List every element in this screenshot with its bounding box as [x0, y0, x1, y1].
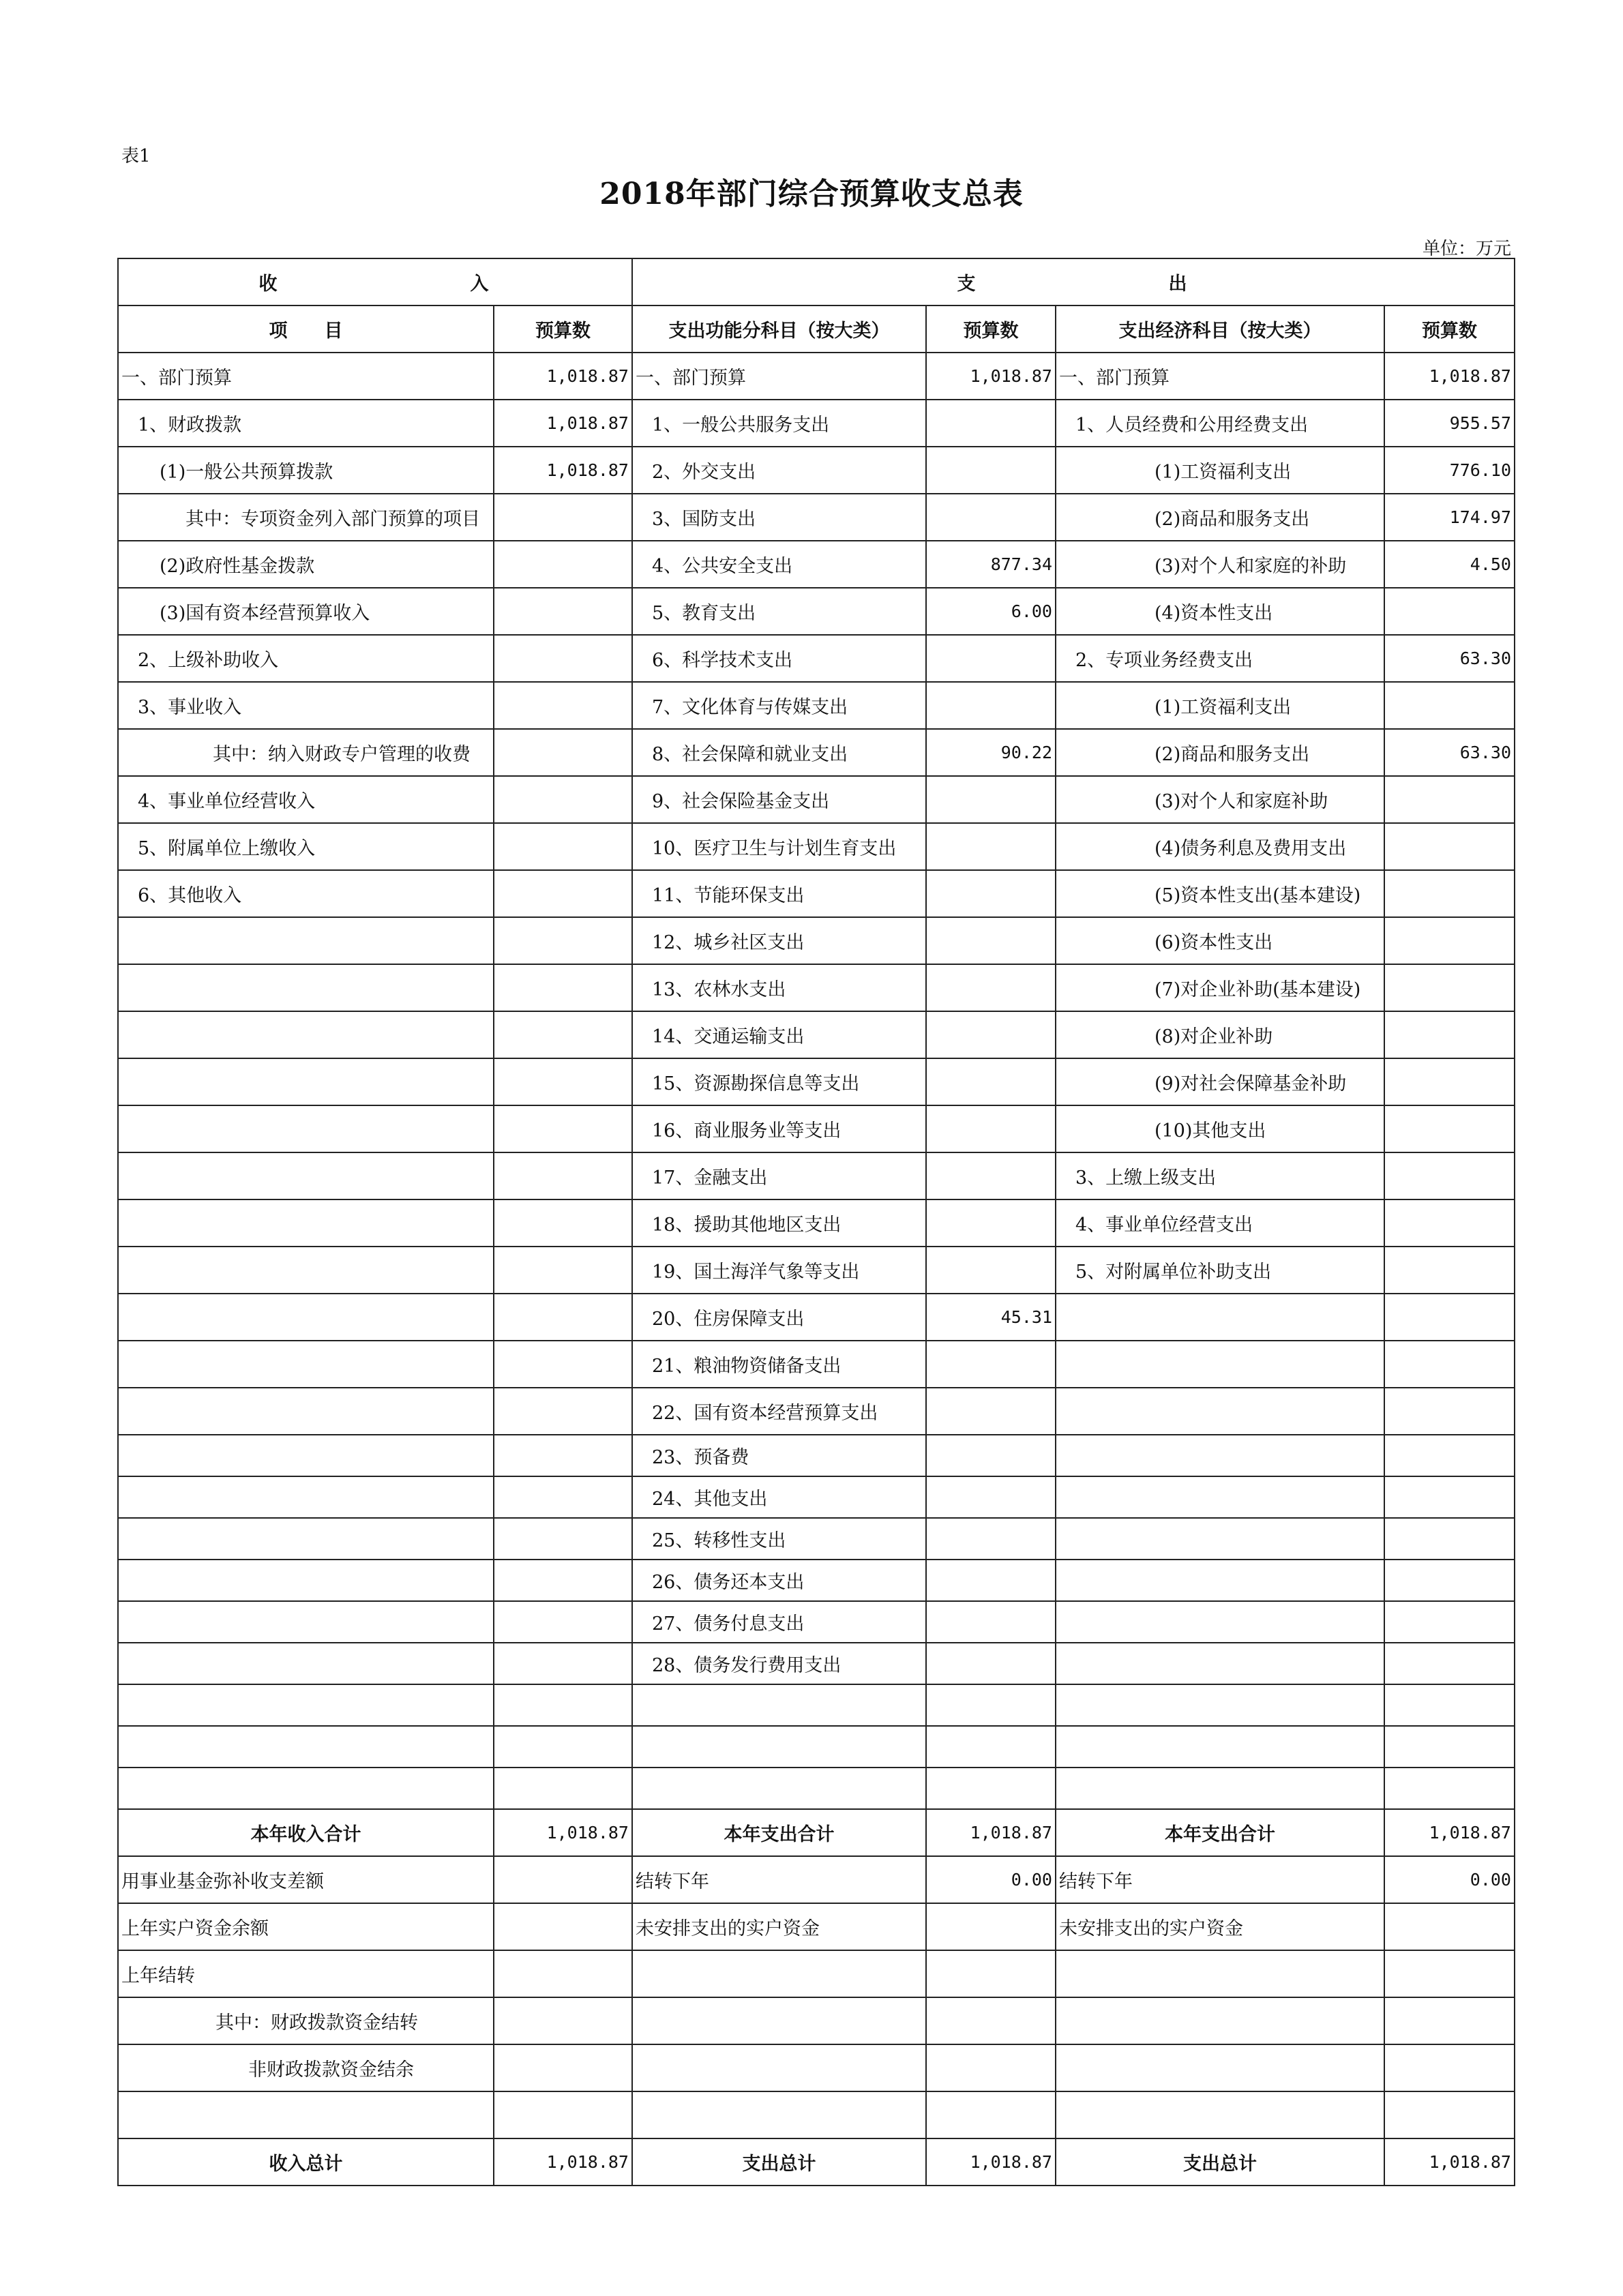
expense-section-header: 支 出: [632, 258, 1515, 305]
income-item: 5、附属单位上缴收入: [118, 823, 494, 870]
econ-value: [1384, 588, 1515, 635]
col-header-func: 支出功能分科目（按大类）: [632, 305, 926, 353]
col-header-budget-income: 预算数: [494, 305, 632, 353]
econ-item: [1056, 1294, 1384, 1341]
econ-value: [1384, 1768, 1515, 1809]
func-item: 21、粮油物资储备支出: [632, 1341, 926, 1388]
column-header-row: [118, 305, 1515, 353]
econ-item: 3、上缴上级支出: [1056, 1152, 1384, 1199]
income-value: [494, 1152, 632, 1199]
income-value: [494, 1011, 632, 1058]
func-item: [632, 1997, 926, 2044]
table-row: [118, 494, 1515, 541]
income-value: [494, 1341, 632, 1388]
econ-value: [1384, 2044, 1515, 2091]
econ-value: 0.00: [1384, 1856, 1515, 1903]
income-item: (3)国有资本经营预算收入: [118, 588, 494, 635]
income-value: [494, 1643, 632, 1684]
income-item: [118, 1105, 494, 1152]
func-item: 28、债务发行费用支出: [632, 1643, 926, 1684]
func-item: 8、社会保障和就业支出: [632, 729, 926, 776]
func-item: 23、预备费: [632, 1435, 926, 1476]
func-value: [926, 870, 1056, 917]
table-row: [118, 1341, 1515, 1388]
func-value: [926, 917, 1056, 964]
income-item: 其中：专项资金列入部门预算的项目: [118, 494, 494, 541]
income-value: [494, 917, 632, 964]
econ-value: [1384, 870, 1515, 917]
econ-value: 63.30: [1384, 635, 1515, 682]
econ-value: [1384, 1726, 1515, 1768]
econ-value: [1384, 1643, 1515, 1684]
func-value: [926, 1950, 1056, 1997]
econ-item: 一、部门预算: [1056, 353, 1384, 400]
func-item: 11、节能环保支出: [632, 870, 926, 917]
econ-item: 未安排支出的实户资金: [1056, 1903, 1384, 1950]
table-row: [118, 1560, 1515, 1601]
func-item: [632, 2091, 926, 2138]
func-value: [926, 1560, 1056, 1601]
econ-item: [1056, 1341, 1384, 1388]
table-row: [118, 588, 1515, 635]
func-value: 6.00: [926, 588, 1056, 635]
income-section-header: 收 入: [118, 258, 632, 305]
func-value: 877.34: [926, 541, 1056, 588]
table-row: [118, 1199, 1515, 1247]
func-value: [926, 1199, 1056, 1247]
func-item: 15、资源勘探信息等支出: [632, 1058, 926, 1105]
econ-item: [1056, 1601, 1384, 1643]
func-value: [926, 400, 1056, 447]
econ-value: [1384, 1950, 1515, 1997]
table-row: [118, 1435, 1515, 1476]
income-value: [494, 1950, 632, 1997]
page-title: 2018年部门综合预算收支总表: [599, 177, 1024, 211]
econ-item: (3)对个人和家庭的补助: [1056, 541, 1384, 588]
table-row: [118, 1950, 1515, 1997]
func-value: [926, 1903, 1056, 1950]
income-item: [118, 1560, 494, 1601]
col-header-econ: 支出经济科目（按大类）: [1056, 305, 1384, 353]
income-value: [494, 1294, 632, 1341]
func-item: 4、公共安全支出: [632, 541, 926, 588]
table-row: [118, 917, 1515, 964]
func-value: 1,018.87: [926, 353, 1056, 400]
econ-value: [1384, 1105, 1515, 1152]
func-value: [926, 447, 1056, 494]
income-value: [494, 1058, 632, 1105]
table-row: [118, 823, 1515, 870]
income-item: [118, 1643, 494, 1684]
func-value: [926, 1726, 1056, 1768]
income-item: 一、部门预算: [118, 353, 494, 400]
income-item: 其中：纳入财政专户管理的收费: [118, 729, 494, 776]
econ-item: (3)对个人和家庭补助: [1056, 776, 1384, 823]
income-value: [494, 1560, 632, 1601]
func-value: [926, 1247, 1056, 1294]
econ-item: [1056, 2091, 1384, 2138]
func-item: 5、教育支出: [632, 588, 926, 635]
income-value: [494, 870, 632, 917]
econ-total-value: 1,018.87: [1384, 1809, 1515, 1856]
income-value: [494, 1856, 632, 1903]
func-total-value: 1,018.87: [926, 2138, 1056, 2186]
table-row: [118, 682, 1515, 729]
econ-item: (1)工资福利支出: [1056, 682, 1384, 729]
income-value: [494, 1518, 632, 1560]
func-value: [926, 1997, 1056, 2044]
func-item: 24、其他支出: [632, 1476, 926, 1518]
func-item: 18、援助其他地区支出: [632, 1199, 926, 1247]
econ-value: [1384, 823, 1515, 870]
econ-item: [1056, 1518, 1384, 1560]
income-value: [494, 1388, 632, 1435]
func-item: 3、国防支出: [632, 494, 926, 541]
func-item: 16、商业服务业等支出: [632, 1105, 926, 1152]
table-row: [118, 1903, 1515, 1950]
econ-total-label: 本年支出合计: [1056, 1809, 1384, 1856]
func-value: [926, 1011, 1056, 1058]
income-value: 1,018.87: [494, 400, 632, 447]
col-header-budget-econ: 预算数: [1384, 305, 1515, 353]
income-item: [118, 1152, 494, 1199]
col-header-item: 项 目: [118, 305, 494, 353]
func-value: [926, 1601, 1056, 1643]
econ-value: [1384, 964, 1515, 1011]
func-value: [926, 1388, 1056, 1435]
func-item: [632, 2044, 926, 2091]
econ-value: [1384, 1199, 1515, 1247]
func-item: 27、债务付息支出: [632, 1601, 926, 1643]
func-value: 90.22: [926, 729, 1056, 776]
income-value: [494, 1768, 632, 1809]
econ-value: [1384, 1997, 1515, 2044]
econ-item: [1056, 1560, 1384, 1601]
func-item: 7、文化体育与传媒支出: [632, 682, 926, 729]
income-item: 上年结转: [118, 1950, 494, 1997]
income-value: [494, 1105, 632, 1152]
func-total-value: 1,018.87: [926, 1809, 1056, 1856]
func-item: 25、转移性支出: [632, 1518, 926, 1560]
func-item: 10、医疗卫生与计划生育支出: [632, 823, 926, 870]
income-item: [118, 1435, 494, 1476]
func-value: [926, 823, 1056, 870]
income-value: [494, 588, 632, 635]
func-value: [926, 1643, 1056, 1684]
econ-value: [1384, 682, 1515, 729]
income-item: 3、事业收入: [118, 682, 494, 729]
income-item: 1、财政拨款: [118, 400, 494, 447]
func-item: 结转下年: [632, 1856, 926, 1903]
income-value: [494, 635, 632, 682]
table-row: [118, 776, 1515, 823]
func-item: 20、住房保障支出: [632, 1294, 926, 1341]
func-item: 1、一般公共服务支出: [632, 400, 926, 447]
econ-item: (5)资本性支出(基本建设): [1056, 870, 1384, 917]
table-row: [118, 2091, 1515, 2138]
func-item: 17、金融支出: [632, 1152, 926, 1199]
income-item: 6、其他收入: [118, 870, 494, 917]
econ-item: [1056, 1643, 1384, 1684]
table-label: 表1: [121, 146, 151, 166]
econ-item: [1056, 1476, 1384, 1518]
econ-value: [1384, 1684, 1515, 1726]
func-value: [926, 1768, 1056, 1809]
econ-total-value: 1,018.87: [1384, 2138, 1515, 2186]
income-item: [118, 1388, 494, 1435]
table-row: [118, 353, 1515, 400]
econ-value: [1384, 1058, 1515, 1105]
table-row: [118, 635, 1515, 682]
econ-value: [1384, 776, 1515, 823]
income-value: [494, 1476, 632, 1518]
income-item: 2、上级补助收入: [118, 635, 494, 682]
budget-table: [117, 258, 1515, 2186]
econ-value: [1384, 917, 1515, 964]
table-row: [118, 1856, 1515, 1903]
income-item: [118, 2091, 494, 2138]
func-item: [632, 1684, 926, 1726]
func-value: 45.31: [926, 1294, 1056, 1341]
income-item: [118, 1684, 494, 1726]
income-total-value: 1,018.87: [494, 1809, 632, 1856]
econ-item: 2、专项业务经费支出: [1056, 635, 1384, 682]
func-value: [926, 964, 1056, 1011]
table-row: [118, 541, 1515, 588]
income-value: [494, 1997, 632, 2044]
income-value: [494, 1903, 632, 1950]
income-item: [118, 1341, 494, 1388]
econ-item: 4、事业单位经营支出: [1056, 1199, 1384, 1247]
func-total-label: 支出总计: [632, 2138, 926, 2186]
econ-item: (2)商品和服务支出: [1056, 494, 1384, 541]
func-value: [926, 635, 1056, 682]
income-item: 4、事业单位经营收入: [118, 776, 494, 823]
func-value: [926, 2091, 1056, 2138]
econ-item: [1056, 1388, 1384, 1435]
section-header-row: [118, 258, 1515, 305]
func-item: 9、社会保险基金支出: [632, 776, 926, 823]
func-item: 12、城乡社区支出: [632, 917, 926, 964]
econ-value: 1,018.87: [1384, 353, 1515, 400]
econ-value: [1384, 1601, 1515, 1643]
func-value: 0.00: [926, 1856, 1056, 1903]
econ-value: [1384, 1388, 1515, 1435]
econ-total-label: 支出总计: [1056, 2138, 1384, 2186]
income-item: [118, 964, 494, 1011]
income-item: [118, 1294, 494, 1341]
func-item: 2、外交支出: [632, 447, 926, 494]
income-item: [118, 1011, 494, 1058]
income-value: [494, 964, 632, 1011]
func-item: [632, 1950, 926, 1997]
econ-value: [1384, 1560, 1515, 1601]
income-value: [494, 541, 632, 588]
func-value: [926, 1518, 1056, 1560]
income-item: (2)政府性基金拨款: [118, 541, 494, 588]
income-value: [494, 776, 632, 823]
econ-item: (7)对企业补助(基本建设): [1056, 964, 1384, 1011]
econ-value: [1384, 1903, 1515, 1950]
income-item: [118, 1476, 494, 1518]
func-item: 未安排支出的实户资金: [632, 1903, 926, 1950]
table-row: [118, 964, 1515, 1011]
table-row: [118, 1997, 1515, 2044]
econ-value: [1384, 1152, 1515, 1199]
func-value: [926, 1435, 1056, 1476]
table-row: [118, 400, 1515, 447]
econ-item: 结转下年: [1056, 1856, 1384, 1903]
income-item: [118, 1768, 494, 1809]
econ-item: (9)对社会保障基金补助: [1056, 1058, 1384, 1105]
econ-item: [1056, 1726, 1384, 1768]
table-row: [118, 1476, 1515, 1518]
econ-value: [1384, 1341, 1515, 1388]
income-value: [494, 1247, 632, 1294]
table-row: [118, 1643, 1515, 1684]
table-row: [118, 1105, 1515, 1152]
func-total-label: 本年支出合计: [632, 1809, 926, 1856]
econ-value: 63.30: [1384, 729, 1515, 776]
income-item: [118, 1247, 494, 1294]
table-row: [118, 1294, 1515, 1341]
table-row: [118, 447, 1515, 494]
econ-value: 4.50: [1384, 541, 1515, 588]
income-value: [494, 1726, 632, 1768]
income-item: [118, 1058, 494, 1105]
income-total-label: 收入总计: [118, 2138, 494, 2186]
func-item: 13、农林水支出: [632, 964, 926, 1011]
income-item: [118, 1199, 494, 1247]
income-item: 上年实户资金余额: [118, 1903, 494, 1950]
unit-label: 单位：万元: [1422, 239, 1511, 259]
func-item: 22、国有资本经营预算支出: [632, 1388, 926, 1435]
income-value: [494, 1435, 632, 1476]
table-row: [118, 1684, 1515, 1726]
econ-value: 174.97: [1384, 494, 1515, 541]
income-item: [118, 1726, 494, 1768]
income-value: [494, 2091, 632, 2138]
func-item: [632, 1768, 926, 1809]
func-value: [926, 1341, 1056, 1388]
income-total-label: 本年收入合计: [118, 1809, 494, 1856]
func-item: 19、国土海洋气象等支出: [632, 1247, 926, 1294]
econ-item: 1、人员经费和公用经费支出: [1056, 400, 1384, 447]
func-value: [926, 1105, 1056, 1152]
econ-item: [1056, 1435, 1384, 1476]
econ-value: [1384, 1011, 1515, 1058]
table-row: [118, 1518, 1515, 1560]
table-row: [118, 1726, 1515, 1768]
func-value: [926, 1152, 1056, 1199]
table-row: [118, 2044, 1515, 2091]
table-row: [118, 1247, 1515, 1294]
func-item: 26、债务还本支出: [632, 1560, 926, 1601]
func-value: [926, 494, 1056, 541]
func-value: [926, 1684, 1056, 1726]
income-value: [494, 1601, 632, 1643]
income-item: 用事业基金弥补收支差额: [118, 1856, 494, 1903]
income-item: (1)一般公共预算拨款: [118, 447, 494, 494]
econ-item: (2)商品和服务支出: [1056, 729, 1384, 776]
func-item: 一、部门预算: [632, 353, 926, 400]
income-value: [494, 1199, 632, 1247]
income-value: [494, 682, 632, 729]
income-value: [494, 823, 632, 870]
table-row: [118, 1601, 1515, 1643]
table-row: [118, 1058, 1515, 1105]
income-item: 非财政拨款资金结余: [118, 2044, 494, 2091]
econ-value: 955.57: [1384, 400, 1515, 447]
income-total-value: 1,018.87: [494, 2138, 632, 2186]
econ-value: [1384, 1435, 1515, 1476]
income-item: [118, 1601, 494, 1643]
econ-value: [1384, 1476, 1515, 1518]
func-value: [926, 1058, 1056, 1105]
col-header-budget-func: 预算数: [926, 305, 1056, 353]
econ-item: [1056, 1768, 1384, 1809]
econ-item: (4)债务利息及费用支出: [1056, 823, 1384, 870]
econ-value: 776.10: [1384, 447, 1515, 494]
income-value: 1,018.87: [494, 353, 632, 400]
income-item: 其中：财政拨款资金结转: [118, 1997, 494, 2044]
table-row: [118, 1011, 1515, 1058]
func-item: 14、交通运输支出: [632, 1011, 926, 1058]
income-item: [118, 1518, 494, 1560]
func-value: [926, 1476, 1056, 1518]
income-value: [494, 494, 632, 541]
income-value: 1,018.87: [494, 447, 632, 494]
year-total-row: [118, 1809, 1515, 1856]
func-item: 6、科学技术支出: [632, 635, 926, 682]
econ-item: (8)对企业补助: [1056, 1011, 1384, 1058]
income-value: [494, 729, 632, 776]
income-value: [494, 1684, 632, 1726]
table-row: [118, 729, 1515, 776]
econ-value: [1384, 2091, 1515, 2138]
func-value: [926, 2044, 1056, 2091]
income-value: [494, 2044, 632, 2091]
table-row: [118, 1152, 1515, 1199]
econ-item: [1056, 1684, 1384, 1726]
econ-item: [1056, 1950, 1384, 1997]
econ-item: (6)资本性支出: [1056, 917, 1384, 964]
func-value: [926, 776, 1056, 823]
income-item: [118, 917, 494, 964]
econ-value: [1384, 1294, 1515, 1341]
table-row: [118, 870, 1515, 917]
econ-value: [1384, 1247, 1515, 1294]
econ-item: (1)工资福利支出: [1056, 447, 1384, 494]
econ-item: (10)其他支出: [1056, 1105, 1384, 1152]
econ-item: 5、对附属单位补助支出: [1056, 1247, 1384, 1294]
func-item: [632, 1726, 926, 1768]
econ-item: [1056, 2044, 1384, 2091]
econ-value: [1384, 1518, 1515, 1560]
func-value: [926, 682, 1056, 729]
econ-item: [1056, 1997, 1384, 2044]
table-row: [118, 1388, 1515, 1435]
grand-total-row: [118, 2138, 1515, 2186]
table-row: [118, 1768, 1515, 1809]
econ-item: (4)资本性支出: [1056, 588, 1384, 635]
